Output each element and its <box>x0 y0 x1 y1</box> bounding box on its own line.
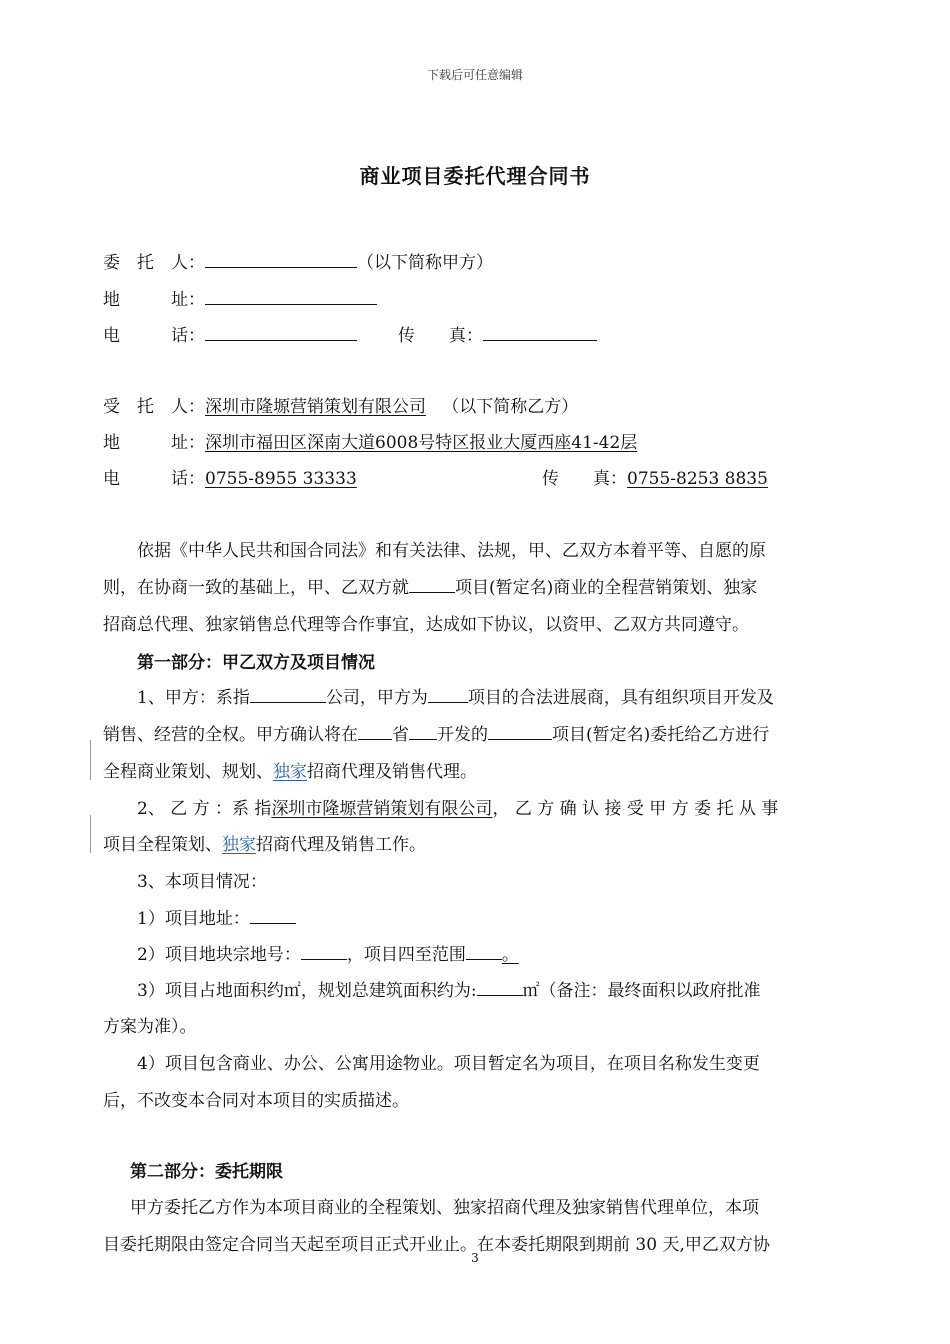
agent-phone: 0755-8955 33333 <box>205 469 357 489</box>
company-field[interactable] <box>250 685 326 703</box>
item2-line-1 <box>137 794 778 819</box>
client-phone-row <box>103 321 357 346</box>
item-text: 销售、经营的全权。甲方确认将在 <box>103 725 358 745</box>
item1-line-2 <box>103 720 769 745</box>
item1-line-1 <box>137 683 774 708</box>
item3-heading: 3、本项目情况： <box>137 872 267 892</box>
project-name-field[interactable] <box>409 575 455 593</box>
client-address-row <box>103 285 377 310</box>
page-number: 3 <box>471 1251 479 1265</box>
client-row <box>103 248 493 273</box>
province-field[interactable] <box>358 722 392 740</box>
item-text: ，项目四至范围 <box>346 945 466 965</box>
intro-line-1: 依据《中华人民共和国合同法》和有关法律、法规，甲、乙双方本着平等、自愿的原 <box>137 541 766 561</box>
client-address-label: 地 址： <box>103 290 205 310</box>
agent-address-row <box>103 428 637 453</box>
client-label: 委 托 人： <box>103 253 205 273</box>
intro-text: 则，在协商一致的基础上，甲、乙双方就 <box>103 578 409 598</box>
agent-suffix: （以下简称乙方） <box>442 397 579 417</box>
intro-line-2 <box>103 573 757 598</box>
item-text: ， 乙 方 确 认 接 受 甲 方 委 托 从 事 <box>492 799 779 819</box>
part2-line-2: 目委托期限由签定合同当天起至项目正式开业止。在本委托期限到期前 30 天,甲乙双方协 <box>103 1235 770 1255</box>
client-phone-label: 电 话： <box>103 326 205 346</box>
project-field[interactable] <box>428 685 468 703</box>
agent-phone-label: 电 话： <box>103 469 205 489</box>
page-header: 下载后可任意编辑 <box>426 68 523 82</box>
sub4-line-2: 后，不改变本合同对本项目的实质描述。 <box>103 1091 409 1111</box>
exclusive-link[interactable]: 独家 <box>273 762 307 782</box>
item-text: 开发的 <box>437 725 488 745</box>
boundary-field[interactable] <box>466 942 502 960</box>
client-suffix: （以下简称甲方） <box>357 253 493 273</box>
item-text: 全程商业策划、规划、 <box>103 762 273 782</box>
client-fax-row <box>398 321 597 346</box>
agent-label: 受 托 人： <box>103 397 205 417</box>
item-text: 招商代理及销售工作。 <box>256 835 426 855</box>
client-fax-field[interactable] <box>483 323 597 341</box>
agent-fax-label: 传 真： <box>542 469 627 489</box>
item-text: 。 <box>501 945 519 965</box>
item-text: 项目的合法进展商，具有组织项目开发及 <box>467 688 774 708</box>
part2-heading: 第二部分：委托期限 <box>130 1162 283 1182</box>
item-text: ㎡（备注：最终面积以政府批准 <box>522 981 761 1001</box>
sub3-line-1 <box>137 976 761 1001</box>
agent-phone-row <box>103 464 357 489</box>
client-phone-field[interactable] <box>205 323 357 341</box>
item-text: 项目全程策划、 <box>103 835 222 855</box>
agent-name: 深圳市隆塬营销策划有限公司 <box>205 397 426 417</box>
item-text: 公司，甲方为 <box>325 688 428 708</box>
intro-line-3: 招商总代理、独家销售总代理等合作事宜，达成如下协议，以资甲、乙双方共同遵守。 <box>103 615 749 635</box>
item-text: 1）项目地址： <box>137 909 250 929</box>
project-name-field-2[interactable] <box>488 722 552 740</box>
parcel-number-field[interactable] <box>301 942 347 960</box>
document-title: 商业项目委托代理合同书 <box>359 164 591 188</box>
intro-text: 项目(暂定名)商业的全程营销策划、独家 <box>455 578 758 598</box>
agent-address: 深圳市福田区深南大道6008号特区报业大厦西座41-42层 <box>205 433 638 453</box>
sub4-line-1: 4）项目包含商业、办公、公寓用途物业。项目暂定名为项目，在项目名称发生变更 <box>137 1054 760 1074</box>
sub1-line <box>137 904 296 929</box>
agent-fax-row <box>542 464 768 489</box>
agent-row <box>103 392 578 417</box>
exclusive-link[interactable]: 独家 <box>222 835 256 855</box>
item1-line-3 <box>103 757 477 782</box>
item-text: 1、甲方：系指 <box>137 688 250 708</box>
client-name-field[interactable] <box>205 250 357 268</box>
sub3-line-2: 方案为准）。 <box>103 1017 197 1037</box>
revision-bar <box>90 815 91 853</box>
revision-bar <box>90 740 91 780</box>
agent-address-label: 地 址： <box>103 433 205 453</box>
sub2-line <box>137 940 519 965</box>
client-address-field[interactable] <box>205 287 377 305</box>
client-fax-label: 传 真： <box>398 326 483 346</box>
agent-name-inline: 深圳市隆塬营销策划有限公司 <box>271 799 493 819</box>
building-area-field[interactable] <box>477 978 523 996</box>
item-text: 3）项目占地面积约㎡，规划总建筑面积约为: <box>137 981 477 1001</box>
item-text: 2、 乙 方 ：系 指 <box>137 799 272 819</box>
item-text: 2）项目地块宗地号： <box>137 945 301 965</box>
item2-line-2 <box>103 830 426 855</box>
item-text: 省 <box>392 725 409 745</box>
agent-fax: 0755-8253 8835 <box>627 469 768 489</box>
part2-line-1: 甲方委托乙方作为本项目商业的全程策划、独家招商代理及独家销售代理单位，本项 <box>130 1198 759 1218</box>
city-field[interactable] <box>409 722 437 740</box>
part1-heading: 第一部分：甲乙双方及项目情况 <box>137 653 375 673</box>
item-text: 项目(暂定名)委托给乙方进行 <box>552 725 770 745</box>
project-address-field[interactable] <box>250 906 296 924</box>
item-text: 招商代理及销售代理。 <box>307 762 477 782</box>
